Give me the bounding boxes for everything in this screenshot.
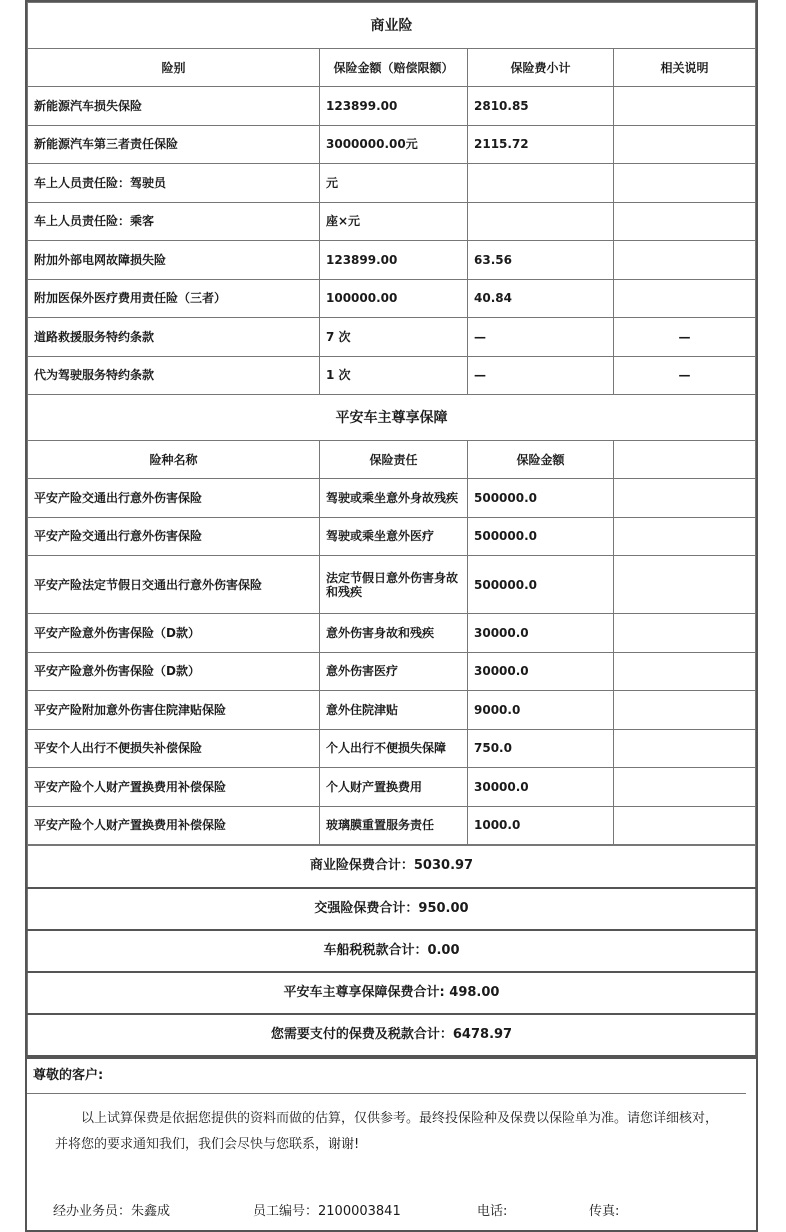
notice-greeting: 尊敬的客户:	[27, 1059, 746, 1094]
total-text: 您需要支付的保费及税款合计：6478.97	[28, 1014, 756, 1056]
coverage-name: 附加医保外医疗费用责任险（三者）	[28, 279, 320, 318]
coverage-premium: 2115.72	[468, 125, 614, 164]
coverage-name: 道路救援服务特约条款	[28, 318, 320, 357]
product-name: 平安产险意外伤害保险（D款）	[28, 652, 320, 691]
coverage-note: —	[614, 356, 756, 395]
customer-notice	[27, 1057, 756, 1230]
total-text: 平安车主尊享保障保费合计: 498.00	[28, 972, 756, 1014]
coverage-premium: 63.56	[468, 241, 614, 280]
agent-name: 经办业务员：朱鑫成	[53, 1203, 171, 1219]
col-header-blank	[614, 441, 756, 479]
coverage-note	[614, 125, 756, 164]
product-liability: 意外伤害医疗	[320, 652, 468, 691]
product-liability: 玻璃膜重置服务责任	[320, 806, 468, 845]
col-header-type: 险别	[28, 49, 320, 87]
product-liability: 意外住院津贴	[320, 691, 468, 730]
coverage-premium: 2810.85	[468, 87, 614, 126]
coverage-note	[614, 87, 756, 126]
total-text: 交强险保费合计：950.00	[28, 888, 756, 930]
col-header-amount: 保险金额（赔偿限额）	[320, 49, 468, 87]
owner-title: 平安车主尊享保障	[28, 395, 756, 441]
blank-cell	[614, 768, 756, 807]
commercial-row	[28, 125, 756, 164]
product-liability: 法定节假日意外伤害身故和残疾	[320, 556, 468, 614]
coverage-amount: 123899.00	[320, 87, 468, 126]
commercial-title: 商业险	[28, 3, 756, 49]
coverage-name: 新能源汽车第三者责任保险	[28, 125, 320, 164]
total-row	[28, 846, 756, 888]
blank-cell	[614, 517, 756, 556]
commercial-row	[28, 202, 756, 241]
product-sum-insured: 500000.0	[468, 479, 614, 518]
product-sum-insured: 750.0	[468, 729, 614, 768]
product-liability: 个人财产置换费用	[320, 768, 468, 807]
owner-row	[28, 729, 756, 768]
product-sum-insured: 9000.0	[468, 691, 614, 730]
commercial-row	[28, 164, 756, 203]
total-row	[28, 888, 756, 930]
owner-row	[28, 614, 756, 653]
blank-cell	[614, 652, 756, 691]
coverage-note	[614, 202, 756, 241]
product-liability: 驾驶或乘坐意外身故残疾	[320, 479, 468, 518]
blank-cell	[614, 729, 756, 768]
coverage-premium: —	[468, 318, 614, 357]
coverage-name: 附加外部电网故障损失险	[28, 241, 320, 280]
employee-number: 员工编号：2100003841	[253, 1203, 401, 1219]
coverage-name: 新能源汽车损失保险	[28, 87, 320, 126]
coverage-name: 车上人员责任险：驾驶员	[28, 164, 320, 203]
owner-row	[28, 691, 756, 730]
product-liability: 个人出行不便损失保障	[320, 729, 468, 768]
notice-footer	[27, 1170, 756, 1230]
total-row	[28, 930, 756, 972]
owner-row	[28, 652, 756, 691]
product-sum-insured: 500000.0	[468, 556, 614, 614]
notice-body: 以上试算保费是依据您提供的资料而做的估算，仅供参考。最终投保险种及保费以保险单为准。请您详细核对，并将您的要求通知我们，我们会尽快与您联系，谢谢!	[55, 1110, 719, 1152]
commercial-row	[28, 87, 756, 126]
product-liability: 意外伤害身故和残疾	[320, 614, 468, 653]
blank-cell	[614, 614, 756, 653]
commercial-row	[28, 318, 756, 357]
coverage-name: 代为驾驶服务特约条款	[28, 356, 320, 395]
coverage-note	[614, 241, 756, 280]
commercial-row	[28, 241, 756, 280]
coverage-amount: 100000.00	[320, 279, 468, 318]
commercial-row	[28, 279, 756, 318]
quote-sheet	[25, 0, 758, 1232]
product-sum-insured: 30000.0	[468, 614, 614, 653]
coverage-premium: —	[468, 356, 614, 395]
product-name: 平安产险个人财产置换费用补偿保险	[28, 806, 320, 845]
coverage-amount: 座×元	[320, 202, 468, 241]
product-sum-insured: 500000.0	[468, 517, 614, 556]
commercial-row	[28, 356, 756, 395]
product-sum-insured: 1000.0	[468, 806, 614, 845]
coverage-amount: 3000000.00元	[320, 125, 468, 164]
blank-cell	[614, 691, 756, 730]
product-name: 平安个人出行不便损失补偿保险	[28, 729, 320, 768]
commercial-table	[27, 2, 756, 845]
col-header-product: 险种名称	[28, 441, 320, 479]
coverage-note	[614, 164, 756, 203]
product-name: 平安产险交通出行意外伤害保险	[28, 479, 320, 518]
col-header-sum-insured: 保险金额	[468, 441, 614, 479]
coverage-premium: 40.84	[468, 279, 614, 318]
total-text: 车船税税款合计：0.00	[28, 930, 756, 972]
blank-cell	[614, 479, 756, 518]
owner-row	[28, 556, 756, 614]
product-name: 平安产险交通出行意外伤害保险	[28, 517, 320, 556]
product-sum-insured: 30000.0	[468, 652, 614, 691]
product-name: 平安产险个人财产置换费用补偿保险	[28, 768, 320, 807]
coverage-amount: 元	[320, 164, 468, 203]
total-row	[28, 1014, 756, 1056]
coverage-premium	[468, 202, 614, 241]
coverage-note: —	[614, 318, 756, 357]
product-name: 平安产险法定节假日交通出行意外伤害保险	[28, 556, 320, 614]
coverage-note	[614, 279, 756, 318]
phone-label: 电话:	[477, 1203, 508, 1219]
col-header-premium: 保险费小计	[468, 49, 614, 87]
owner-row	[28, 806, 756, 845]
total-text: 商业险保费合计：5030.97	[28, 846, 756, 888]
totals-table	[27, 845, 756, 1057]
fax-label: 传真:	[589, 1203, 620, 1219]
product-sum-insured: 30000.0	[468, 768, 614, 807]
coverage-amount: 123899.00	[320, 241, 468, 280]
col-header-note: 相关说明	[614, 49, 756, 87]
blank-cell	[614, 556, 756, 614]
coverage-name: 车上人员责任险：乘客	[28, 202, 320, 241]
coverage-amount: 7 次	[320, 318, 468, 357]
owner-row	[28, 479, 756, 518]
col-header-liability: 保险责任	[320, 441, 468, 479]
coverage-amount: 1 次	[320, 356, 468, 395]
owner-row	[28, 517, 756, 556]
blank-cell	[614, 806, 756, 845]
coverage-premium	[468, 164, 614, 203]
total-row	[28, 972, 756, 1014]
product-liability: 驾驶或乘坐意外医疗	[320, 517, 468, 556]
product-name: 平安产险附加意外伤害住院津贴保险	[28, 691, 320, 730]
owner-row	[28, 768, 756, 807]
product-name: 平安产险意外伤害保险（D款）	[28, 614, 320, 653]
